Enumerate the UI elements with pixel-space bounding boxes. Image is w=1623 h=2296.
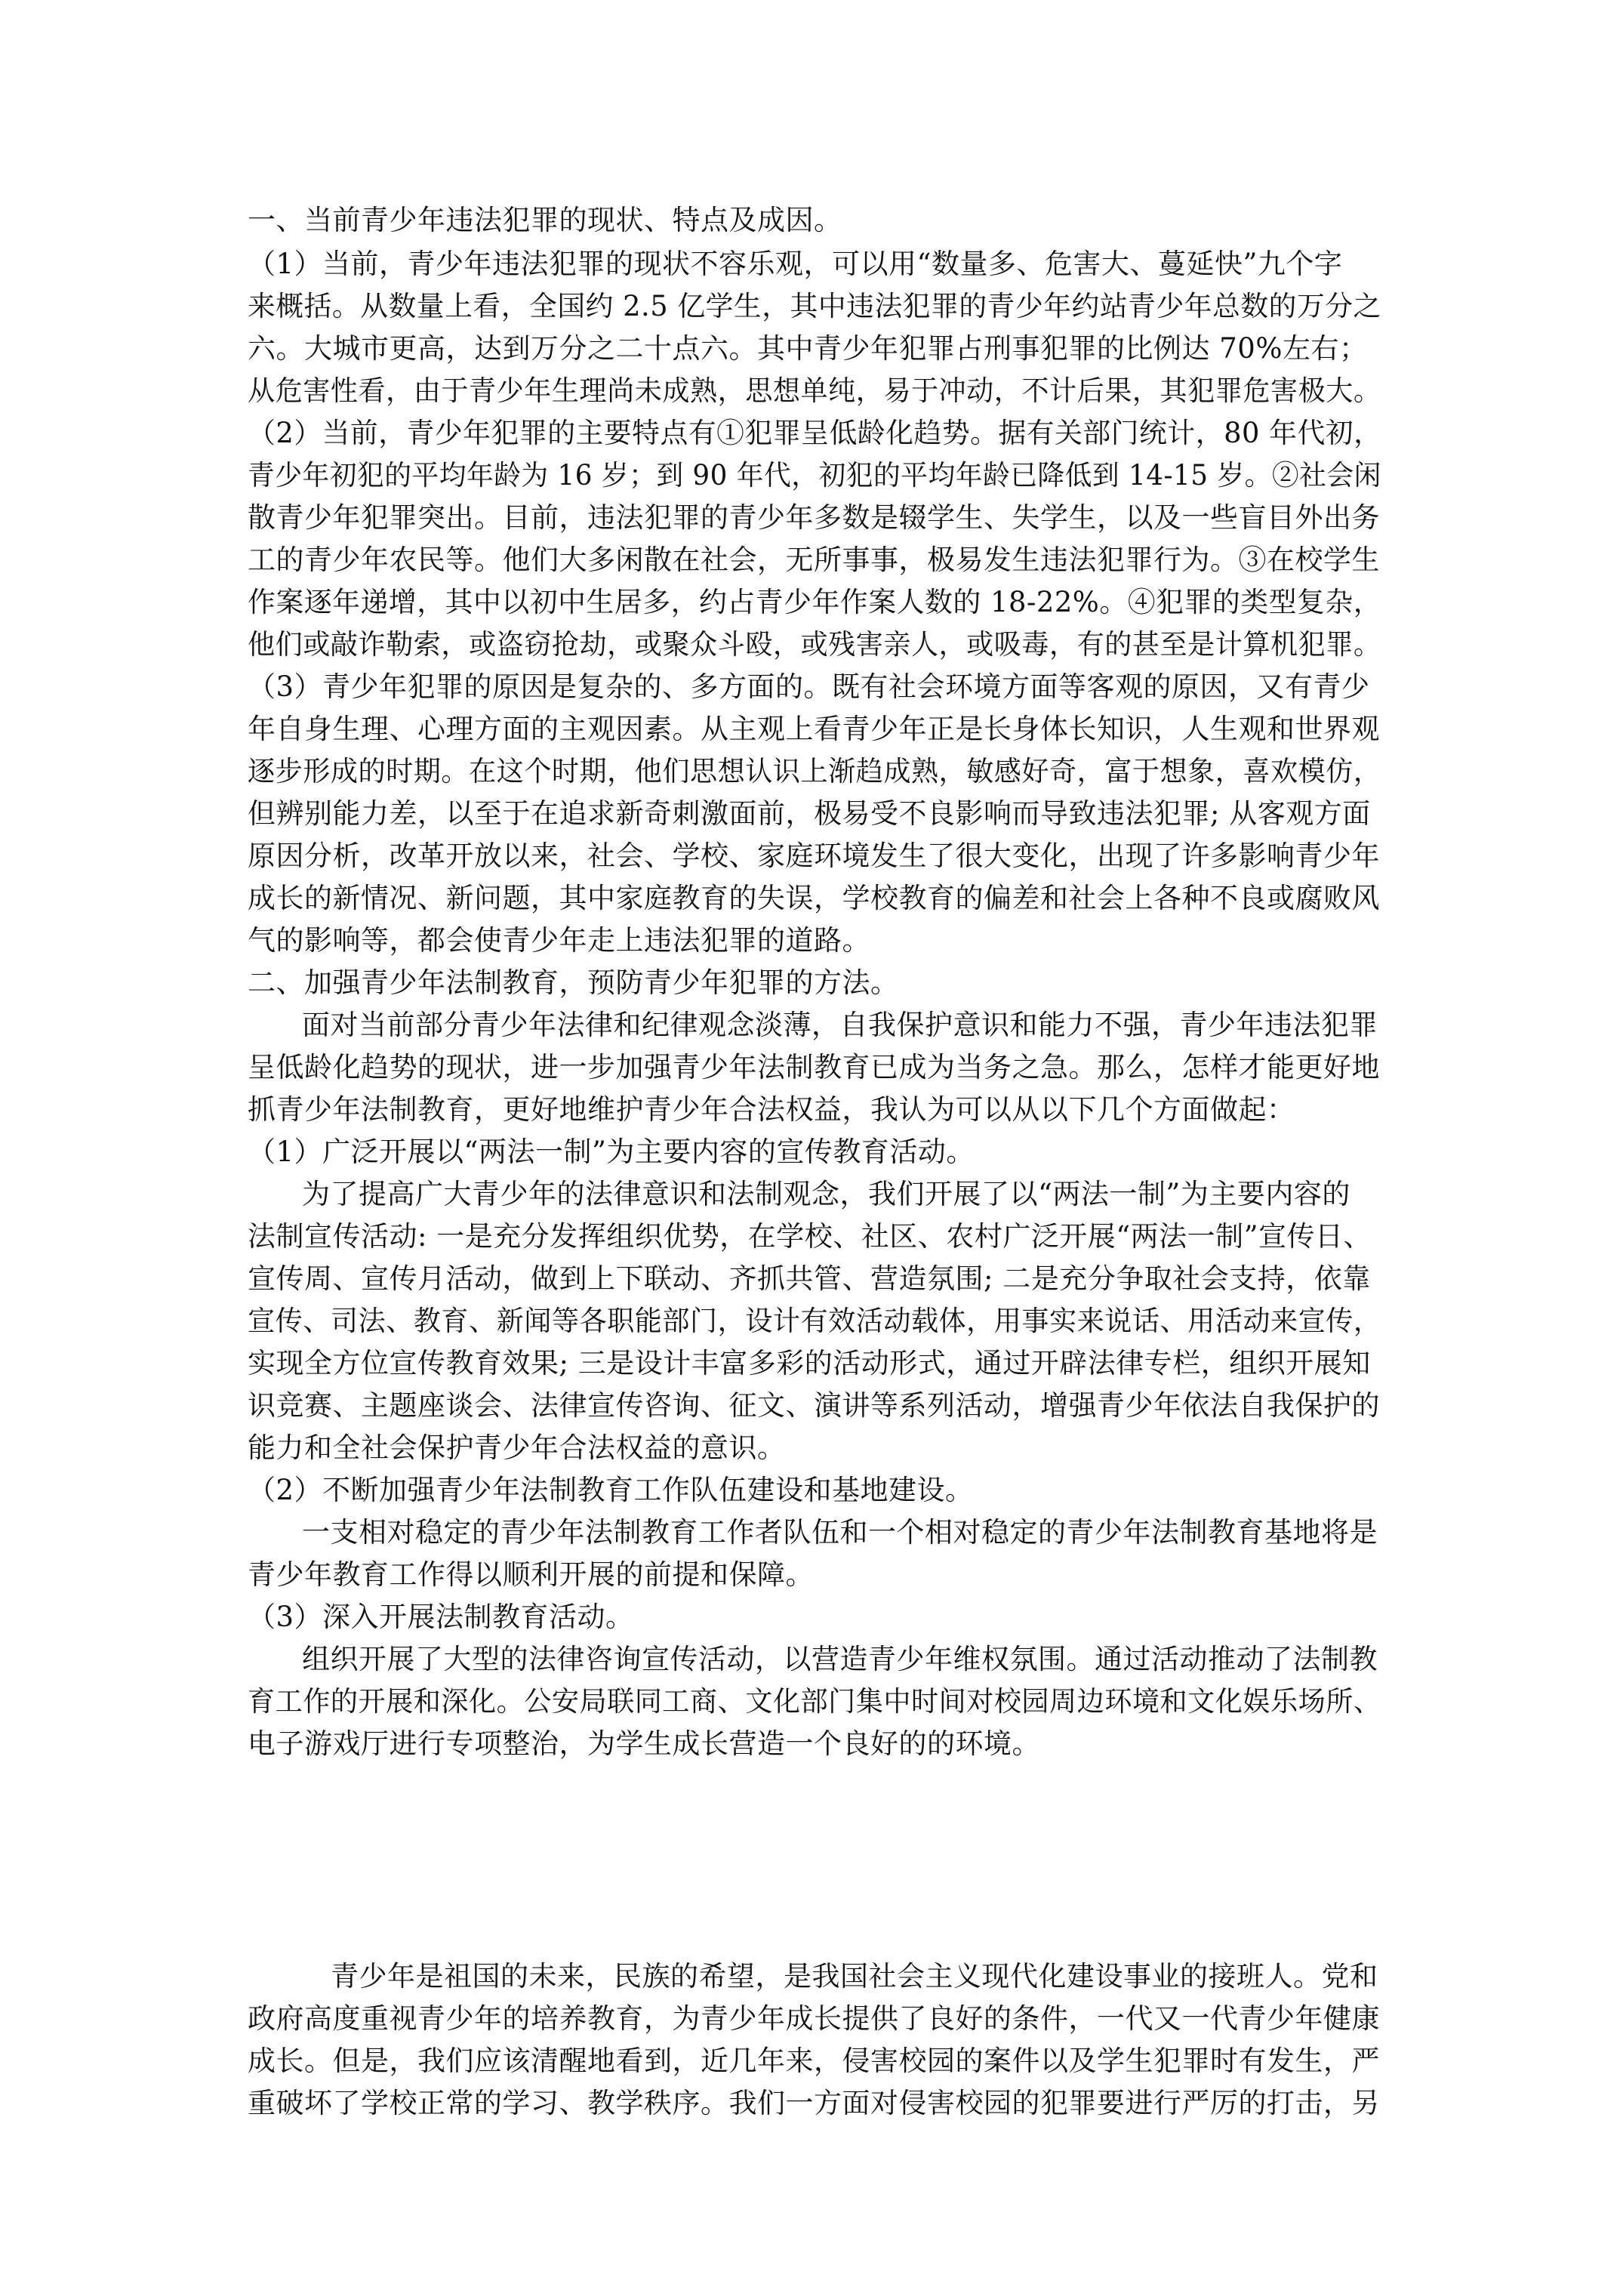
paragraph-line: （3）青少年犯罪的原因是复杂的、多方面的。既有社会环境方面等客观的原因，又有青少: [248, 670, 1370, 703]
paragraph-line: 作案逐年递增，其中以初中生居多，约占青少年作案人数的 18-22%。④犯罪的类型复杂，: [248, 586, 1382, 618]
paragraph-line: 重破坏了学校正常的学习、教学秩序。我们一方面对侵害校园的犯罪要进行严厉的打击，另: [248, 2087, 1380, 2119]
paragraph-line: 实现全方位宣传教育效果; 三是设计丰富多彩的活动形式，通过开辟法律专栏，组织开展知: [248, 1347, 1371, 1379]
paragraph-line: 抓青少年法制教育，更好地维护青少年合法权益，我认为可以从以下几个方面做起：: [248, 1093, 1295, 1126]
paragraph-line: 从危害性看，由于青少年生理尚未成熟，思想单纯，易于冲动，不计后果，其犯罪危害极大。: [248, 374, 1381, 407]
paragraph-line: 呈低龄化趋势的现状，进一步加强青少年法制教育已成为当务之急。那么，怎样才能更好地: [248, 1051, 1380, 1083]
paragraph-line: 他们或敲诈勒索，或盗窃抢劫，或聚众斗殴，或残害亲人，或吸毒，有的甚至是计算机犯罪。: [248, 628, 1381, 661]
paragraph-line: 识竞赛、主题座谈会、法律宣传咨询、征文、演讲等系列活动，增强青少年依法自我保护的: [248, 1389, 1380, 1422]
item1-title: （1）广泛开展以“两法一制”为主要内容的宣传教育活动。: [248, 1136, 975, 1168]
paragraph-line: 逐步形成的时期。在这个时期，他们思想认识上渐趋成熟，敏感好奇，富于想象，喜欢模仿，: [248, 755, 1381, 787]
paragraph-line: 成长。但是，我们应该清醒地看到，近几年来，侵害校园的案件以及学生犯罪时有发生，严: [248, 2045, 1380, 2077]
paragraph-line: 散青少年犯罪突出。目前，违法犯罪的青少年多数是辍学生、失学生，以及一些盲目外出务: [248, 501, 1380, 534]
paragraph-line: 青少年是祖国的未来，民族的希望，是我国社会主义现代化建设事业的接班人。党和: [331, 1960, 1378, 1992]
paragraph-line: 能力和全社会保护青少年合法权益的意识。: [248, 1432, 786, 1464]
section1-heading: 一、当前青少年违法犯罪的现状、特点及成因。: [248, 204, 842, 236]
paragraph-line: 气的影响等，都会使青少年走上违法犯罪的道路。: [248, 924, 870, 957]
paragraph-line: 工的青少年农民等。他们大多闲散在社会，无所事事，极易发生违法犯罪行为。③在校学生: [248, 544, 1380, 576]
paragraph-line: 年自身生理、心理方面的主观因素。从主观上看青少年正是长身体长知识，人生观和世界观: [248, 713, 1380, 745]
paragraph-line: 一支相对稳定的青少年法制教育工作者队伍和一个相对稳定的青少年法制教育基地将是: [302, 1516, 1378, 1549]
paragraph-line: 但辨别能力差，以至于在追求新奇刺激面前，极易受不良影响而导致违法犯罪; 从客观方面: [248, 797, 1371, 830]
paragraph-line: 面对当前部分青少年法律和纪律观念淡薄，自我保护意识和能力不强，青少年违法犯罪: [302, 1009, 1378, 1041]
paragraph-line: 青少年初犯的平均年龄为 16 岁；到 90 年代，初犯的平均年龄已降低到 14-15 岁。②社会闲: [248, 459, 1381, 492]
paragraph-line: 原因分析，改革开放以来，社会、学校、家庭环境发生了很大变化，出现了许多影响青少年: [248, 840, 1380, 872]
paragraph-line: 青少年教育工作得以顺利开展的前提和保障。: [248, 1558, 814, 1591]
paragraph-line: （2）当前，青少年犯罪的主要特点有①犯罪呈低龄化趋势。据有关部门统计，80 年代初，: [248, 417, 1382, 449]
paragraph-line: 政府高度重视青少年的培养教育，为青少年成长提供了良好的条件，一代又一代青少年健康: [248, 2002, 1380, 2035]
paragraph-line: 六。大城市更高，达到万分之二十点六。其中青少年犯罪占刑事犯罪的比例达 70%左右；: [248, 332, 1368, 365]
paragraph-line: 宣传周、宣传月活动，做到上下联动、齐抓共管、营造氛围; 二是充分争取社会支持，依靠: [248, 1262, 1371, 1295]
paragraph-line: 法制宣传活动: 一是充分发挥组织优势，在学校、社区、农村广泛开展“两法一制”宣传日、: [248, 1220, 1372, 1253]
paragraph-line: 为了提高广大青少年的法律意识和法制观念，我们开展了以“两法一制”为主要内容的: [302, 1178, 1350, 1210]
item3-title: （3）深入开展法制教育活动。: [248, 1601, 634, 1633]
paragraph-line: 育工作的开展和深化。公安局联同工商、文化部门集中时间对校园周边环境和文化娱乐场所、: [248, 1685, 1381, 1718]
item2-title: （2）不断加强青少年法制教育工作队伍建设和基地建设。: [248, 1474, 974, 1506]
paragraph-line: 来概括。从数量上看，全国约 2.5 亿学生，其中违法犯罪的青少年约站青少年总数的万分之: [248, 290, 1381, 322]
section2-heading: 二、加强青少年法制教育，预防青少年犯罪的方法。: [248, 966, 899, 999]
paragraph-line: 组织开展了大型的法律咨询宣传活动，以营造青少年维权氛围。通过活动推动了法制教: [302, 1643, 1378, 1675]
paragraph-line: 成长的新情况、新问题，其中家庭教育的失误，学校教育的偏差和社会上各种不良或腐败风: [248, 882, 1380, 914]
paragraph-line: 宣传、司法、教育、新闻等各职能部门，设计有效活动载体，用事实来说话、用活动来宣传，: [248, 1305, 1381, 1337]
paragraph-line: （1）当前，青少年违法犯罪的现状不容乐观，可以用“数量多、危害大、蔓延快”九个字: [248, 248, 1343, 280]
paragraph-line: 电子游戏厅进行专项整治，为学生成长营造一个良好的的环境。: [248, 1727, 1040, 1760]
